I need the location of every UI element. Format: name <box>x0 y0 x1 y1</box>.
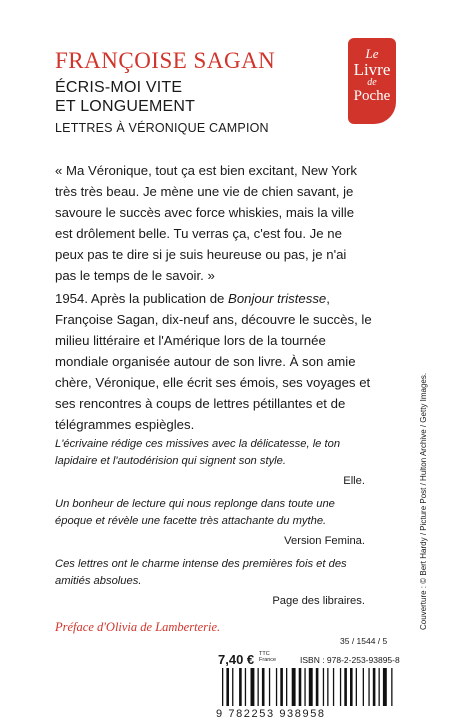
book-title-line-1: ÉCRIS-MOI VITE <box>55 79 183 96</box>
review-source: Version Femina. <box>284 535 365 547</box>
price-note <box>259 651 276 663</box>
review-version-femina <box>55 496 365 550</box>
logo-word-livre: Livre <box>353 60 391 79</box>
summary-text-before: 1954. Après la publication de <box>55 291 229 306</box>
barcode-icon <box>216 668 396 712</box>
book-title-line-2: ET LONGUEMENT <box>55 98 196 115</box>
price: 7,40 € <box>218 652 255 667</box>
barcode-number: 9 782253 938958 <box>216 708 326 720</box>
logo-word-poche: Poche <box>353 88 391 104</box>
preface-credit: Préface d'Olivia de Lamberterie. <box>55 620 221 634</box>
excerpt-quote: « Ma Véronique, tout ça est bien excitant, New York très très beau. Je mène une vie de chien savant, je savoure le succès avec force whiskies, mais la ville est drôlement belle. Tu verras ça, c'est fou. Je ne peux pas te dire si je suis heureuse ou pas, je n'ai pas le temps de le savoir. » <box>55 163 358 283</box>
book-title <box>55 78 195 116</box>
summary-text-after: , Françoise Sagan, dix-neuf ans, découvre le succès, le milieu littéraire et l'Amérique lors de la tournée mondiale organisée autour de son livre. À son amie chère, Véronique, elle écrit ses émois, ses voyages et ses rencontres à coups de lettres pétillantes et de télégrammes espiègles. <box>55 291 372 432</box>
price-note-ttc: TTC <box>259 651 270 657</box>
review-elle <box>55 436 365 490</box>
publisher-logo <box>348 38 396 124</box>
author-name: FRANÇOISE SAGAN <box>55 48 276 73</box>
price-note-france: France <box>259 657 277 663</box>
cover-photo-credit: Couverture : © Bert Hardy / Picture Post / Hulton Archive / Getty Images. <box>419 372 428 630</box>
isbn: ISBN : 978-2-253-93895-8 <box>300 655 400 665</box>
catalog-code: 35 / 1544 / 5 <box>340 636 388 646</box>
book-summary <box>55 288 375 435</box>
review-source: Page des libraires. <box>272 595 365 607</box>
review-page-des-libraires <box>55 556 365 610</box>
review-text: L'écrivaine rédige ces missives avec la délicatesse, le ton lapidaire et l'autodérision qui signent son style. <box>55 438 341 467</box>
review-text: Un bonheur de lecture qui nous replonge dans toute une époque et révèle une facette très attachante du mythe. <box>55 498 335 527</box>
logo-word-de: de <box>367 77 377 88</box>
review-source: Elle. <box>343 475 365 487</box>
summary-book-title: Bonjour tristesse <box>228 291 327 306</box>
book-subtitle: LETTRES À VÉRONIQUE CAMPION <box>55 121 269 135</box>
logo-word-le: Le <box>365 46 379 61</box>
review-text: Ces lettres ont le charme intense des premières fois et des amitiés absolues. <box>55 558 347 587</box>
